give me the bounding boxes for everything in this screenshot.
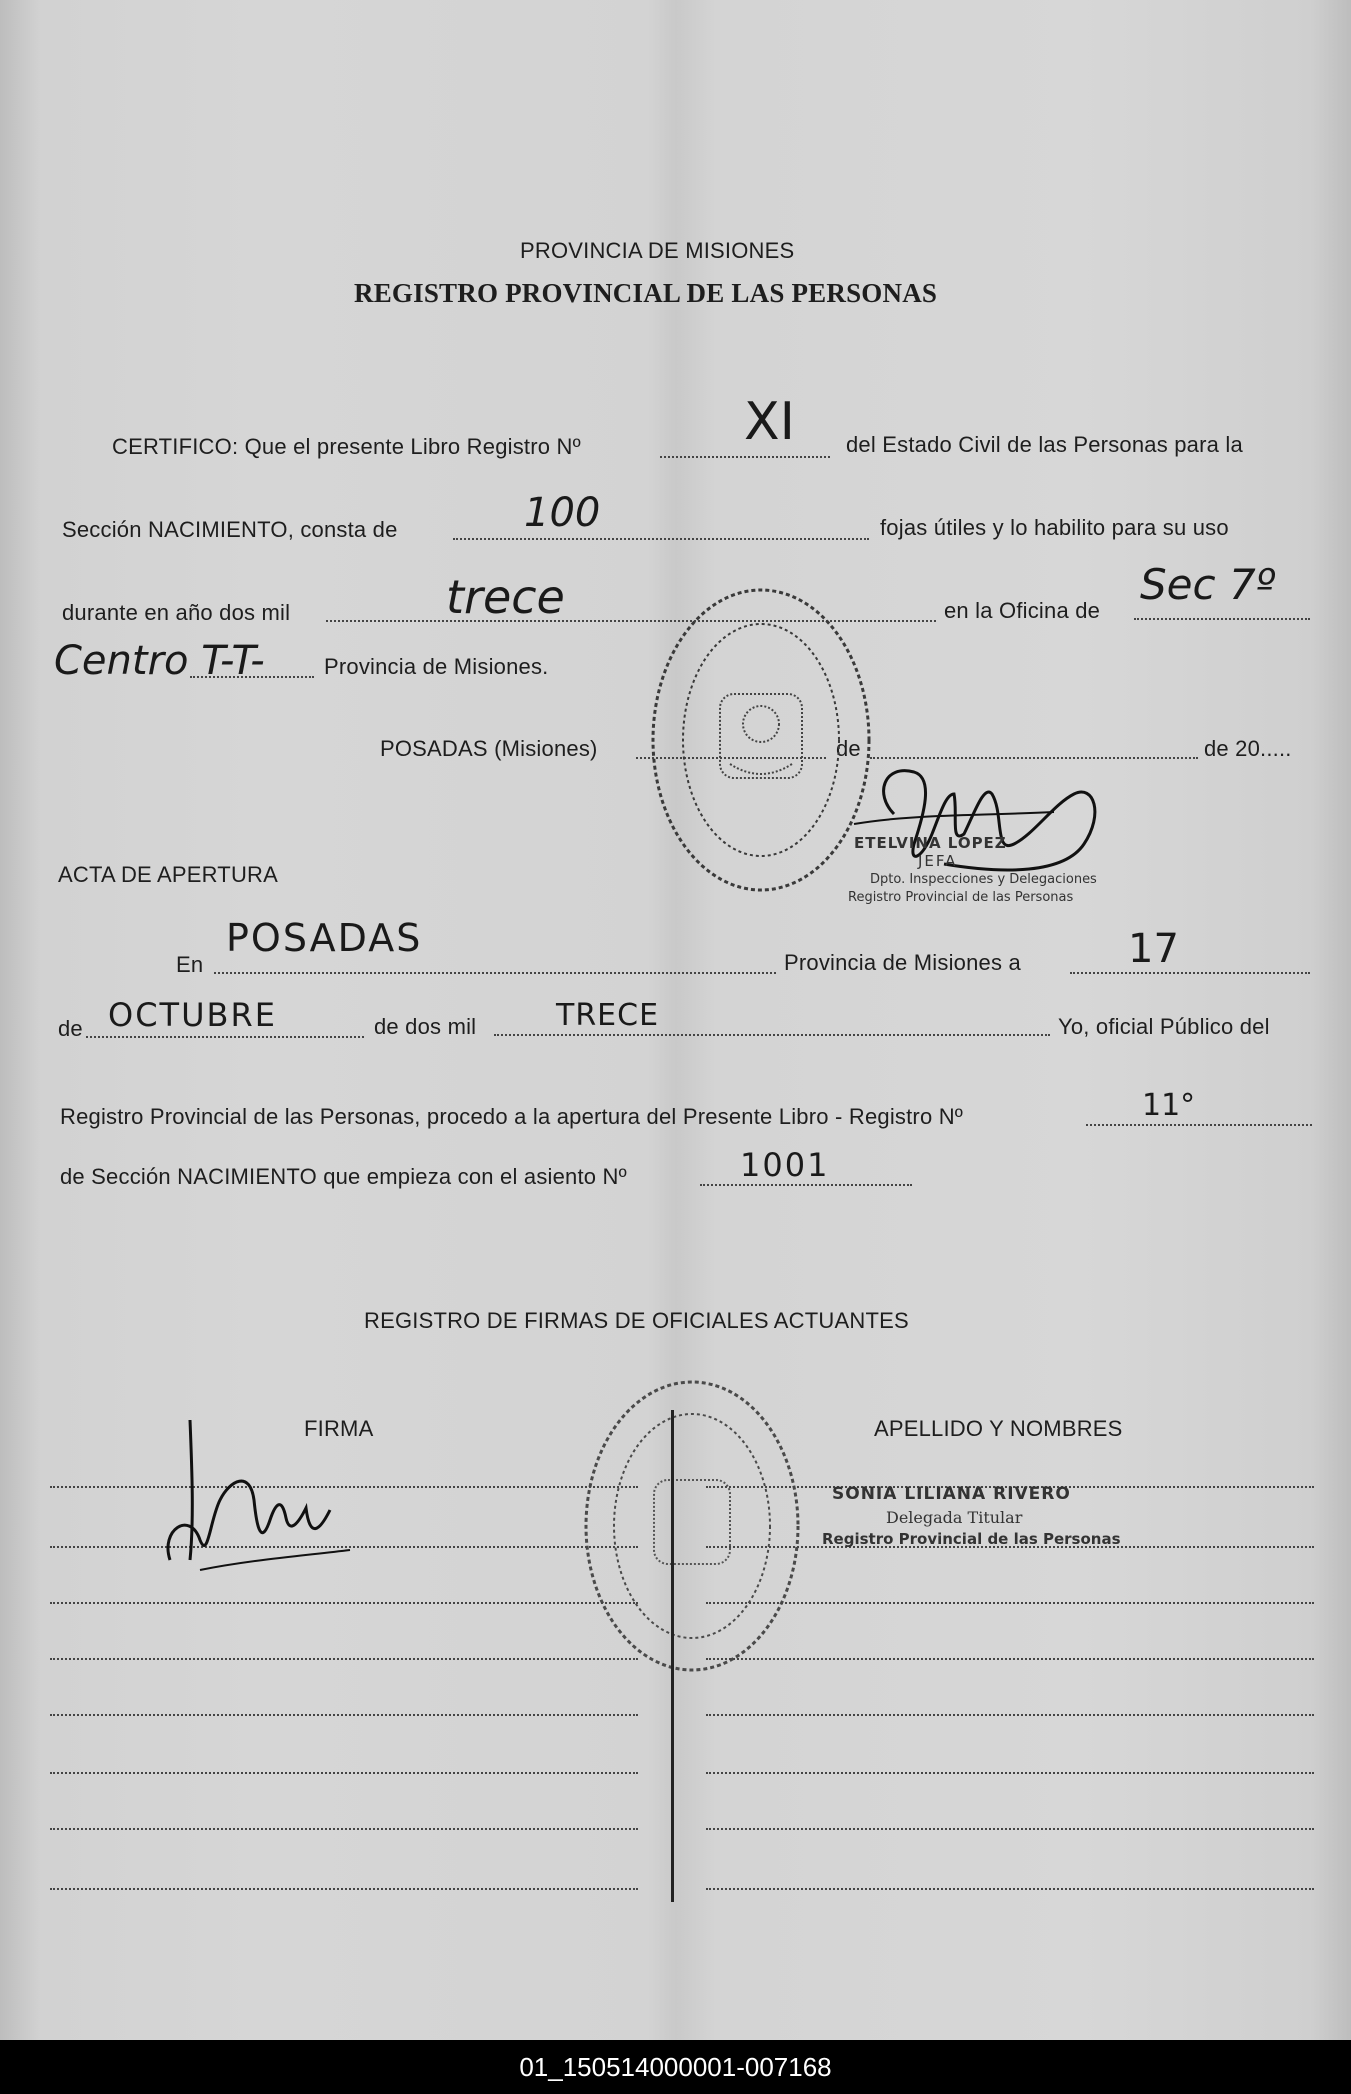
province-heading: PROVINCIA DE MISIONES [520,238,795,263]
handwritten-book-number-2: 11° [1142,1088,1196,1123]
cert-line3-start: durante en año dos mil [62,600,291,625]
acta-provincia-a: Provincia de Misiones a [784,950,1021,975]
dotted-row [706,1828,1314,1830]
official-seal-lower [580,1376,804,1676]
dotted-row [706,1888,1314,1890]
acta-title: ACTA DE APERTURA [58,862,278,887]
dotted-line [1070,972,1310,974]
dotted-line [190,676,314,678]
stamp-org: Registro Provincial de las Personas [848,890,1074,905]
handwritten-office-1: Sec 7º [1140,560,1276,609]
column-firma: FIRMA [304,1416,374,1441]
dotted-row [50,1602,638,1604]
dotted-line [214,972,776,974]
acta-de-dos-mil: de dos mil [374,1014,477,1039]
handwritten-entry-number: 1001 [740,1146,830,1184]
dotted-row [50,1888,638,1890]
dotted-line [453,538,869,540]
acta-en: En [176,952,204,977]
dotted-line [1086,1124,1312,1126]
dotted-line [660,456,830,458]
dotted-row [706,1714,1314,1716]
cert-line1-start: CERTIFICO: Que el presente Libro Registro Nº [112,434,581,459]
handwritten-pages: 100 [524,490,601,536]
dotted-row [50,1772,638,1774]
column-divider [671,1410,674,1902]
cert-line3-end: en la Oficina de [944,598,1101,623]
document-code-footer: 01_150514000001-007168 [0,2040,1351,2094]
acta-de: de [58,1016,83,1041]
acta-line3: Registro Provincial de las Personas, procedo a la apertura del Presente Libro - Registro Nº [60,1104,964,1129]
official-seal-upper [648,584,874,896]
cert-line2-start: Sección NACIMIENTO, consta de [62,517,398,542]
dotted-line [86,1036,364,1038]
dotted-line [494,1034,1050,1036]
registry-heading: REGISTRO PROVINCIAL DE LAS PERSONAS [354,278,938,308]
officer-org: Registro Provincial de las Personas [822,1530,1121,1548]
column-apellido-nombres: APELLIDO Y NOMBRES [874,1416,1123,1441]
handwritten-day: 17 [1128,926,1179,972]
acta-line4: de Sección NACIMIENTO que empieza con el asiento Nº [60,1164,627,1189]
dotted-row [706,1772,1314,1774]
handwritten-book-number: XI [744,392,795,452]
officer-title: Delegada Titular [886,1508,1023,1527]
cert-line1-end: del Estado Civil de las Personas para la [846,432,1243,457]
handwritten-city: POSADAS [226,916,423,960]
cert-line4-end: Provincia de Misiones. [324,654,549,679]
officer-signature [160,1410,360,1580]
dotted-line [700,1184,912,1186]
dotted-line [1134,618,1310,620]
acta-yo: Yo, oficial Público del [1058,1014,1270,1039]
place-line-de: de [836,736,861,761]
stamp-title: JEFA [918,852,958,870]
dotted-row [50,1828,638,1830]
cert-line2-end: fojas útiles y lo habilito para su uso [880,515,1229,540]
handwritten-year-words-2: TRECE [556,998,660,1033]
dotted-row [706,1658,1314,1660]
handwritten-month: OCTUBRE [108,996,277,1034]
handwritten-office-2: Centro T-T- [54,638,265,684]
dotted-row [706,1602,1314,1604]
place-line-start: POSADAS (Misiones) [380,736,598,761]
handwritten-year-words: trece [446,570,565,624]
dotted-row [50,1658,638,1660]
dotted-row [50,1714,638,1716]
signatures-title: REGISTRO DE FIRMAS DE OFICIALES ACTUANTES [364,1308,909,1333]
officer-name: SONIA LILIANA RIVERO [832,1484,1071,1504]
place-line-end: de 20..... [1204,736,1292,761]
stamp-name: ETELVINA LOPEZ [854,834,1007,852]
stamp-dept: Dpto. Inspecciones y Delegaciones [870,872,1097,887]
signature-jefa [854,754,1104,884]
